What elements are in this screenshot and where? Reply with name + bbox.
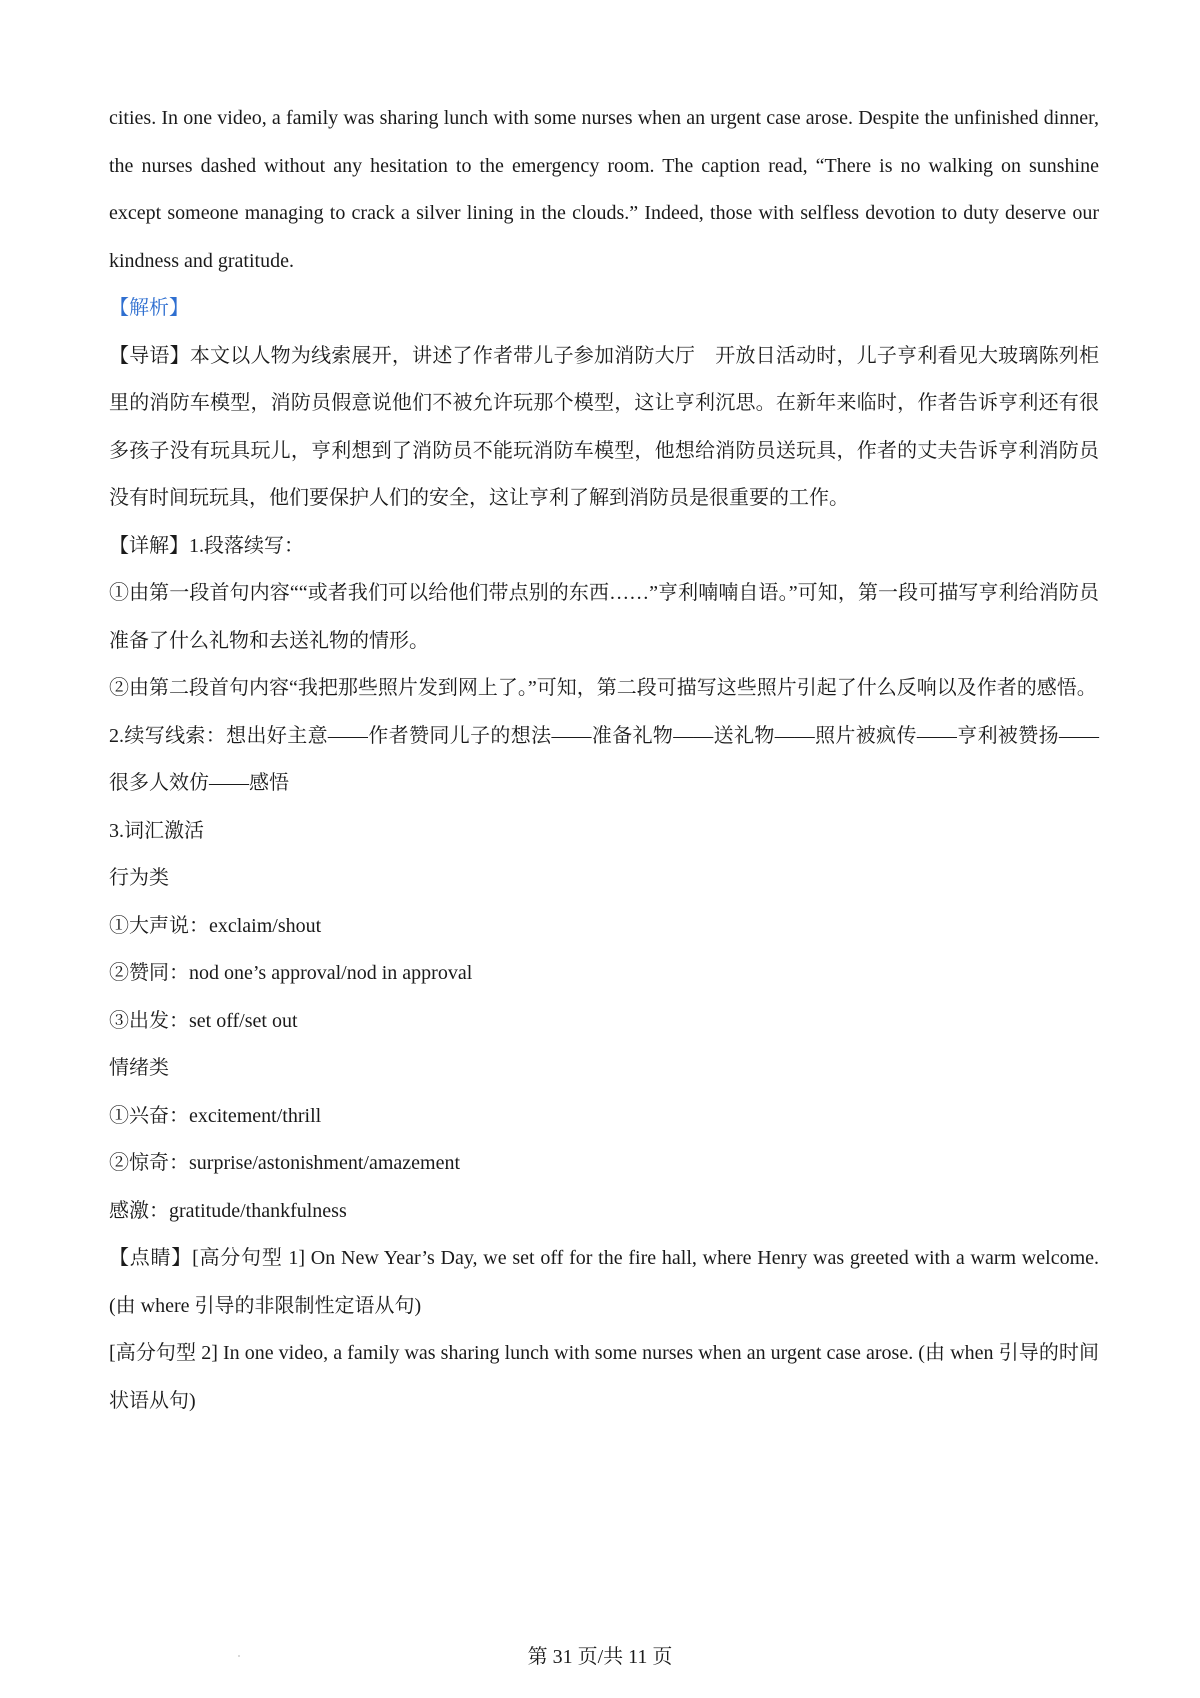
analysis-label <box>109 285 1099 333</box>
vocab-item: 感激：gratitude/thankfulness <box>109 1199 347 1222</box>
vocab-item: ②赞同：nod one’s approval/nod in approval <box>109 962 473 984</box>
detail-label: 【详解】 <box>109 534 189 557</box>
intro-text: 本文以人物为线索展开，讲述了作者带儿子参加消防大厅 开放日活动时，儿子亨利看见大玻璃陈列柜里的消防车模型，消防员假意说他们不被允许玩那个模型，这让亨利沉思。在新年来临时，作者告诉亨利还有很多孩子没有玩具玩儿，亨利想到了消防员不能玩消防车模型，他想给消防员送玩具，作者的丈夫告诉亨利消防员没有时间玩玩具，他们要保护人们的安全，这让亨利了解到消防员是很重要的工作。 <box>109 344 1100 509</box>
behavior-heading: 行为类 <box>109 867 169 889</box>
vocab-item: ③出发：set off/set out <box>109 1009 298 1032</box>
detail-point-2: ②由第二段首句内容“我把那些照片发到网上了。”可知，第二段可描写这些照片引起了什么反响以及作者的感悟。 <box>109 677 1097 699</box>
analysis-label-text: 【解析】 <box>109 297 189 319</box>
emotion-heading: 情绪类 <box>109 1057 169 1079</box>
essay-tail-paragraph: cities. In one video, a family was sharing lunch with some nurses when an urgent case arose. Despite the unfinished dinner, the nurses dashed without any hesitation to the emergency room. The caption read, “There is no walking on sunshine except someone managing to crack a silver lining in the clouds.” Indeed, those with selfless devotion to duty deserve our kindness and gratitude. <box>109 107 1099 272</box>
detail-heading-text: 1.段落续写： <box>189 534 304 557</box>
detail-heading <box>109 523 1099 571</box>
detail-point-1: ①由第一段首句内容““或者我们可以给他们带点别的东西……”亨利喃喃自语。”可知，第一段可描写亨利给消防员准备了什么礼物和去送礼物的情形。 <box>109 582 1099 652</box>
highlight-label: 【点睛】 <box>109 1247 193 1269</box>
vocab-item: ②惊奇：surprise/astonishment/amazement <box>109 1152 461 1174</box>
vocab-heading: 3.词汇激活 <box>109 819 204 842</box>
highlight-sentence-1 <box>109 1235 1099 1330</box>
highlight-sentence-1-text: [高分句型 1] On New Year’s Day, we set off for the fire hall, where Henry was greeted with a warm welcome. (由 where 引导的非限制性定语从句) <box>109 1247 1099 1317</box>
intro-paragraph <box>109 333 1099 523</box>
vocab-item: ①兴奋：excitement/thrill <box>109 1104 322 1127</box>
intro-label: 【导语】 <box>109 344 190 367</box>
writing-clues: 2.续写线索：想出好主意——作者赞同儿子的想法——准备礼物——送礼物——照片被疯传——亨利被赞扬——很多人效仿——感悟 <box>109 724 1099 794</box>
page-content <box>109 95 1099 1425</box>
highlight-sentence-2: [高分句型 2] In one video, a family was sharing lunch with some nurses when an urgent case arose. (由 when 引导的时间状语从句) <box>109 1342 1099 1412</box>
page-footer: 第 31 页/共 11 页 <box>527 1646 673 1668</box>
vocab-item: ①大声说：exclaim/shout <box>109 914 322 937</box>
